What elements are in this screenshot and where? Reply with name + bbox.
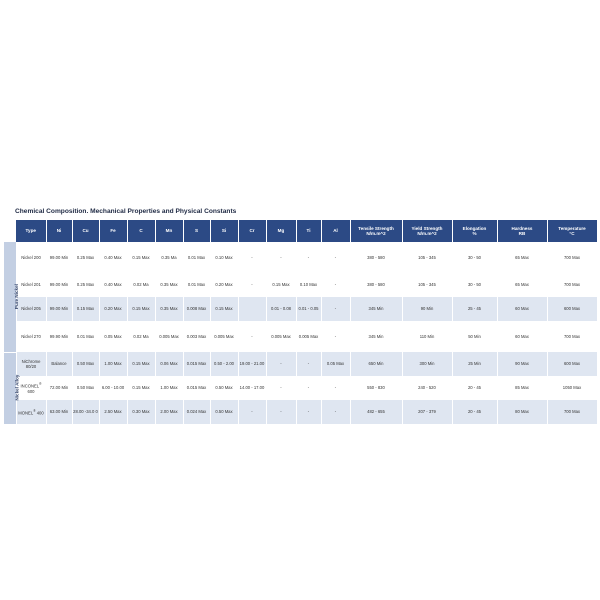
group-label-pure-nickel: Pure Nickel: [13, 284, 19, 310]
cell-mn: 0.005 Max: [155, 321, 183, 352]
cell-yield: 90 Min: [402, 297, 452, 321]
cell-hardness: 85 Max: [497, 376, 547, 400]
cell-temperature: 700 Max: [547, 273, 597, 297]
header-cr: Cr: [238, 220, 266, 242]
cell-type: [16, 376, 46, 400]
type-number: 600: [27, 388, 35, 394]
cell-yield: 105 - 345: [402, 242, 452, 273]
header-elongation-line2: %: [472, 231, 477, 236]
cell-mn: 1.00 Max: [155, 376, 183, 400]
properties-table: [4, 220, 598, 425]
cell-mg: 0.005 Max: [266, 321, 296, 352]
cell-ti: -: [296, 352, 321, 376]
cell-s: 0.024 Max: [183, 400, 210, 424]
cell-ni: 99.00 Min: [46, 273, 72, 297]
cell-temperature: 700 Max: [547, 321, 597, 352]
cell-hardness: 65 Max: [497, 273, 547, 297]
cell-hardness: 90 Max: [497, 352, 547, 376]
cell-si: 0.10 Max: [210, 242, 238, 273]
header-cu: Cu: [72, 220, 99, 242]
registered-mark: ®: [39, 382, 42, 387]
group-pure-nickel: [4, 242, 19, 352]
cell-mn: 2.00 Max: [155, 400, 183, 424]
cell-cu: 0.15 Max: [72, 297, 99, 321]
cell-fe: 2.50 Max: [99, 400, 127, 424]
cell-si: 0.15 Max: [210, 297, 238, 321]
cell-temperature: 600 Max: [547, 352, 597, 376]
cell-hardness: 65 Max: [497, 242, 547, 273]
table-row: [4, 400, 597, 424]
header-c: C: [127, 220, 155, 242]
cell-hardness: 60 Max: [497, 297, 547, 321]
cell-yield: 207 - 379: [402, 400, 452, 424]
cell-cu: 0.50 Max: [72, 376, 99, 400]
cell-ni: 63.00 Min: [46, 400, 72, 424]
cell-temperature: 700 Max: [547, 242, 597, 273]
cell-tensile: 345 Min: [350, 321, 402, 352]
header-temperature-line1: Temperature: [558, 225, 586, 231]
cell-yield: 110 Min: [402, 321, 452, 352]
cell-cr: -: [238, 242, 266, 273]
table-row: [4, 273, 597, 297]
cell-cu: 0.25 Max: [72, 273, 99, 297]
header-si: Si: [210, 220, 238, 242]
table-row: [4, 376, 597, 400]
cell-elongation: 50 Min: [452, 321, 497, 352]
cell-s: 0.003 Max: [183, 321, 210, 352]
cell-tensile: 380 - 580: [350, 273, 402, 297]
cell-cr: 19.00 - 21.00: [238, 352, 266, 376]
cell-cr: 14.00 - 17.00: [238, 376, 266, 400]
cell-tensile: 482 - 655: [350, 400, 402, 424]
cell-al: -: [321, 400, 350, 424]
cell-mn: 0.35 Ma: [155, 242, 183, 273]
header-corner: [4, 220, 16, 242]
header-al: Al: [321, 220, 350, 242]
cell-s: 0.015 Max: [183, 352, 210, 376]
cell-fe: 6.00 - 10.00: [99, 376, 127, 400]
cell-si: 0.005 Max: [210, 321, 238, 352]
cell-s: 0.015 Max: [183, 376, 210, 400]
cell-si: 0.50 - 2.00: [210, 352, 238, 376]
cell-type: [16, 400, 46, 424]
cell-cu: 0.25 Max: [72, 242, 99, 273]
cell-cr: -: [238, 400, 266, 424]
cell-elongation: 25 Min: [452, 352, 497, 376]
cell-c: 0.15 Max: [127, 376, 155, 400]
table-row: [4, 321, 597, 352]
cell-cu: 28.00 -34.0 0: [72, 400, 99, 424]
header-tensile-line2: N/m.m^2: [366, 231, 386, 236]
cell-ni: 72.00 Min: [46, 376, 72, 400]
cell-mg: -: [266, 376, 296, 400]
cell-cu: 0.01 Max: [72, 321, 99, 352]
cell-fe: 0.40 Max: [99, 242, 127, 273]
cell-elongation: 30 - 50: [452, 242, 497, 273]
cell-c: 0.30 Max: [127, 400, 155, 424]
cell-mg: 0.15 Max: [266, 273, 296, 297]
cell-fe: 1.00 Max: [99, 352, 127, 376]
cell-fe: 0.20 Max: [99, 297, 127, 321]
cell-type: Nickel 270: [16, 321, 46, 352]
cell-ni: Balance: [46, 352, 72, 376]
cell-mg: 0.01 - 0.08: [266, 297, 296, 321]
cell-tensile: 550 - 830: [350, 376, 402, 400]
cell-yield: 105 - 345: [402, 273, 452, 297]
cell-c: 0.15 Max: [127, 352, 155, 376]
cell-ti: -: [296, 400, 321, 424]
cell-hardness: 60 Max: [497, 321, 547, 352]
cell-s: 0.01 Max: [183, 242, 210, 273]
cell-ni: 99.90 Min: [46, 321, 72, 352]
cell-al: 0.05 Max: [321, 352, 350, 376]
cell-tensile: 380 - 580: [350, 242, 402, 273]
type-name: INCONEL: [20, 383, 40, 389]
cell-ti: -: [296, 242, 321, 273]
cell-elongation: 25 - 45: [452, 297, 497, 321]
cell-c: 0.15 Max: [127, 242, 155, 273]
cell-si: 0.50 Max: [210, 376, 238, 400]
header-yield-strength: [402, 220, 452, 242]
type-number: 400: [36, 410, 44, 416]
header-ni: Ni: [46, 220, 72, 242]
header-hardness: [497, 220, 547, 242]
cell-ti: -: [296, 376, 321, 400]
table-row: [4, 297, 597, 321]
cell-elongation: 20 - 45: [452, 376, 497, 400]
cell-al: -: [321, 321, 350, 352]
cell-cr: -: [238, 273, 266, 297]
header-type: Type: [16, 220, 46, 242]
header-mg: Mg: [266, 220, 296, 242]
cell-yield: 300 Min: [402, 352, 452, 376]
cell-cr: [238, 297, 266, 321]
header-ti: Ti: [296, 220, 321, 242]
cell-al: -: [321, 376, 350, 400]
header-hardness-line2: RB: [518, 231, 526, 236]
header-elongation-line1: Elongation: [462, 225, 487, 231]
cell-yield: 240 - 520: [402, 376, 452, 400]
cell-mg: -: [266, 242, 296, 273]
cell-temperature: 600 Max: [547, 297, 597, 321]
cell-elongation: 20 - 45: [452, 400, 497, 424]
cell-tensile: 345 Min: [350, 297, 402, 321]
cell-type: Nickel 200: [16, 242, 46, 273]
cell-temperature: 700 Max: [547, 400, 597, 424]
cell-ti: 0.01 - 0.05: [296, 297, 321, 321]
type-name: MONEL: [18, 410, 34, 416]
cell-temperature: 1050 Max: [547, 376, 597, 400]
cell-al: -: [321, 297, 350, 321]
header-hardness-line1: Hardness: [511, 225, 533, 231]
cell-ti: 0.005 Max: [296, 321, 321, 352]
header-temperature-line2: °C: [569, 231, 575, 236]
cell-c: 0.02 Ma: [127, 273, 155, 297]
header-yield-line1: Yield Strength: [411, 225, 443, 231]
table-title: Chemical Composition. Mechanical Properties and Physical Constants: [15, 208, 237, 215]
table-row: [4, 352, 597, 376]
cell-c: 0.15 Max: [127, 297, 155, 321]
header-elongation: [452, 220, 497, 242]
cell-mn: 0.06 Max: [155, 352, 183, 376]
cell-cr: -: [238, 321, 266, 352]
header-tensile-strength: [350, 220, 402, 242]
header-temperature: [547, 220, 597, 242]
cell-hardness: 80 Max: [497, 400, 547, 424]
group-nickel-alloy: [4, 352, 20, 424]
header-s: S: [183, 220, 210, 242]
table-row: [4, 242, 597, 273]
cell-mg: -: [266, 400, 296, 424]
cell-si: 0.50 Max: [210, 400, 238, 424]
registered-mark: ®: [33, 408, 36, 413]
cell-fe: 0.40 Max: [99, 273, 127, 297]
cell-c: 0.02 Ma: [127, 321, 155, 352]
cell-cu: 0.50 Max: [72, 352, 99, 376]
cell-mg: -: [266, 352, 296, 376]
header-row: [4, 220, 597, 242]
cell-fe: 0.05 Max: [99, 321, 127, 352]
cell-s: 0.01 Max: [183, 273, 210, 297]
cell-type: NiChrome 80/20: [16, 352, 46, 376]
cell-ni: 99.00 Min: [46, 297, 72, 321]
cell-mn: 0.35 Max: [155, 273, 183, 297]
header-yield-line2: N/m.m^2: [417, 231, 437, 236]
header-mn: Mn: [155, 220, 183, 242]
cell-type: Nickel 201: [16, 273, 46, 297]
cell-ni: 99.00 Min: [46, 242, 72, 273]
cell-al: -: [321, 273, 350, 297]
cell-elongation: 30 - 50: [452, 273, 497, 297]
cell-si: 0.20 Max: [210, 273, 238, 297]
cell-mn: 0.35 Max: [155, 297, 183, 321]
cell-tensile: 650 Min: [350, 352, 402, 376]
group-label-nickel-alloy: Nickel Alloy: [14, 375, 20, 401]
cell-type: Nickel 205: [16, 297, 46, 321]
header-tensile-line1: Tensile Strength: [358, 225, 394, 231]
cell-al: -: [321, 242, 350, 273]
cell-s: 0.008 Max: [183, 297, 210, 321]
header-fe: Fe: [99, 220, 127, 242]
cell-ti: 0.10 Max: [296, 273, 321, 297]
